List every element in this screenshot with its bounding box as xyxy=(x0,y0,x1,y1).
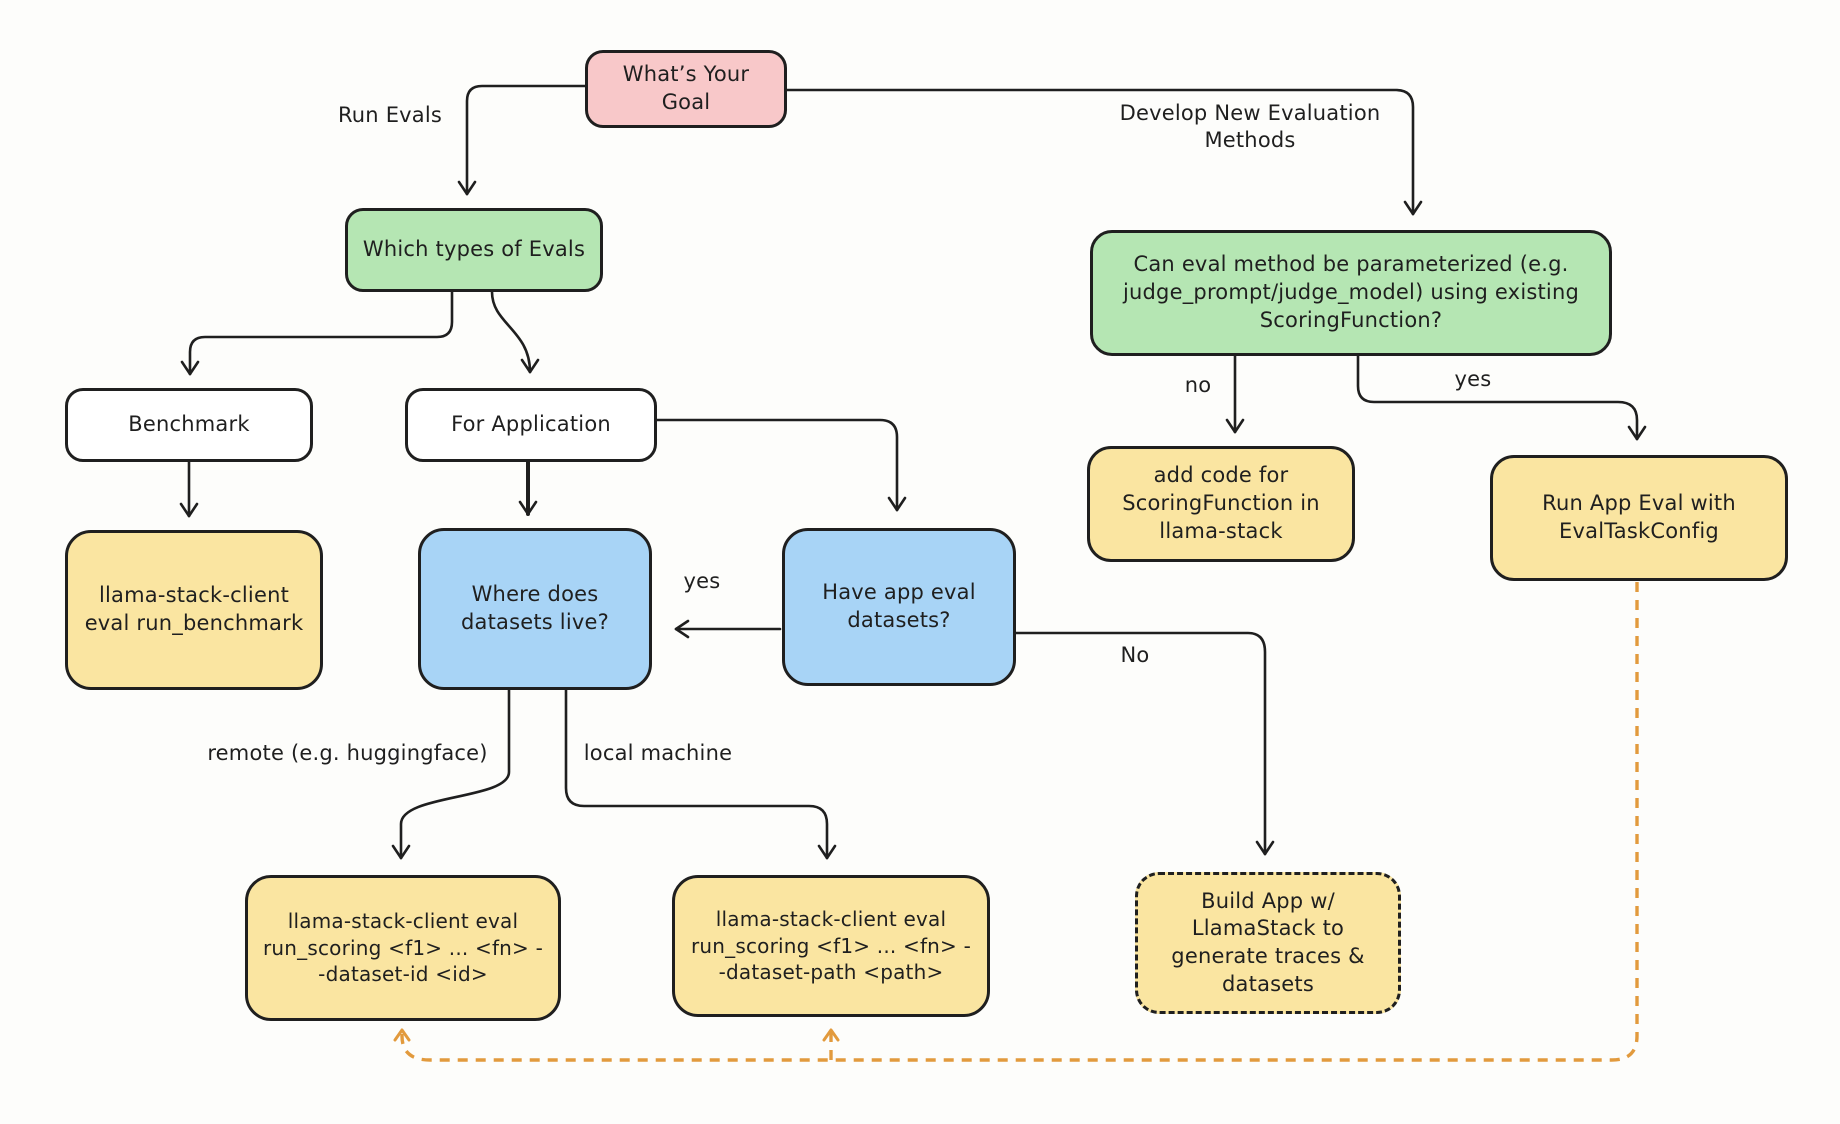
node-run-app-eval: Run App Eval with EvalTaskConfig xyxy=(1490,455,1788,581)
node-run-scoring-dataset-id-cmd: llama-stack-client eval run_scoring <f1> ... <fn> --dataset-id <id> xyxy=(245,875,561,1021)
edge-which-types-to-for-application xyxy=(492,292,530,372)
node-can-parameterize: Can eval method be parameterized (e.g. judge_prompt/judge_model) using existing ScoringFunction? xyxy=(1090,230,1612,356)
label-local-machine: local machine xyxy=(583,741,733,765)
node-add-scoring-function-code: add code for ScoringFunction in llama-stack xyxy=(1087,446,1355,562)
node-run-scoring-dataset-path-cmd: llama-stack-client eval run_scoring <f1> ... <fn> --dataset-path <path> xyxy=(672,875,990,1017)
label-develop-new-methods: Develop New Evaluation Methods xyxy=(1119,101,1381,153)
node-benchmark: Benchmark xyxy=(65,388,313,462)
label-yes-parameterized: yes xyxy=(1454,367,1492,391)
label-no-have-datasets: No xyxy=(1120,643,1150,667)
node-run-benchmark-cmd: llama-stack-client eval run_benchmark xyxy=(65,530,323,690)
label-no-parameterized: no xyxy=(1184,373,1212,397)
node-which-types-of-evals: Which types of Evals xyxy=(345,208,603,292)
node-where-datasets-live: Where does datasets live? xyxy=(418,528,652,690)
node-for-application: For Application xyxy=(405,388,657,462)
edge-where-datasets-to-run-scoring-id xyxy=(401,690,509,858)
node-whats-your-goal: What’s Your Goal xyxy=(585,50,787,128)
edge-goal-to-which-types xyxy=(467,86,585,194)
label-remote-huggingface: remote (e.g. huggingface) xyxy=(207,741,488,765)
label-run-evals: Run Evals xyxy=(337,103,443,127)
label-yes-have-datasets: yes xyxy=(683,569,721,593)
edge-where-datasets-to-run-scoring-path xyxy=(566,690,827,858)
edge-for-application-to-have-datasets xyxy=(657,420,897,510)
node-have-app-eval-datasets: Have app eval datasets? xyxy=(782,528,1016,686)
edge-which-types-to-benchmark xyxy=(190,292,452,374)
node-build-app-llamastack: Build App w/ LlamaStack to generate traces & datasets xyxy=(1135,872,1401,1014)
